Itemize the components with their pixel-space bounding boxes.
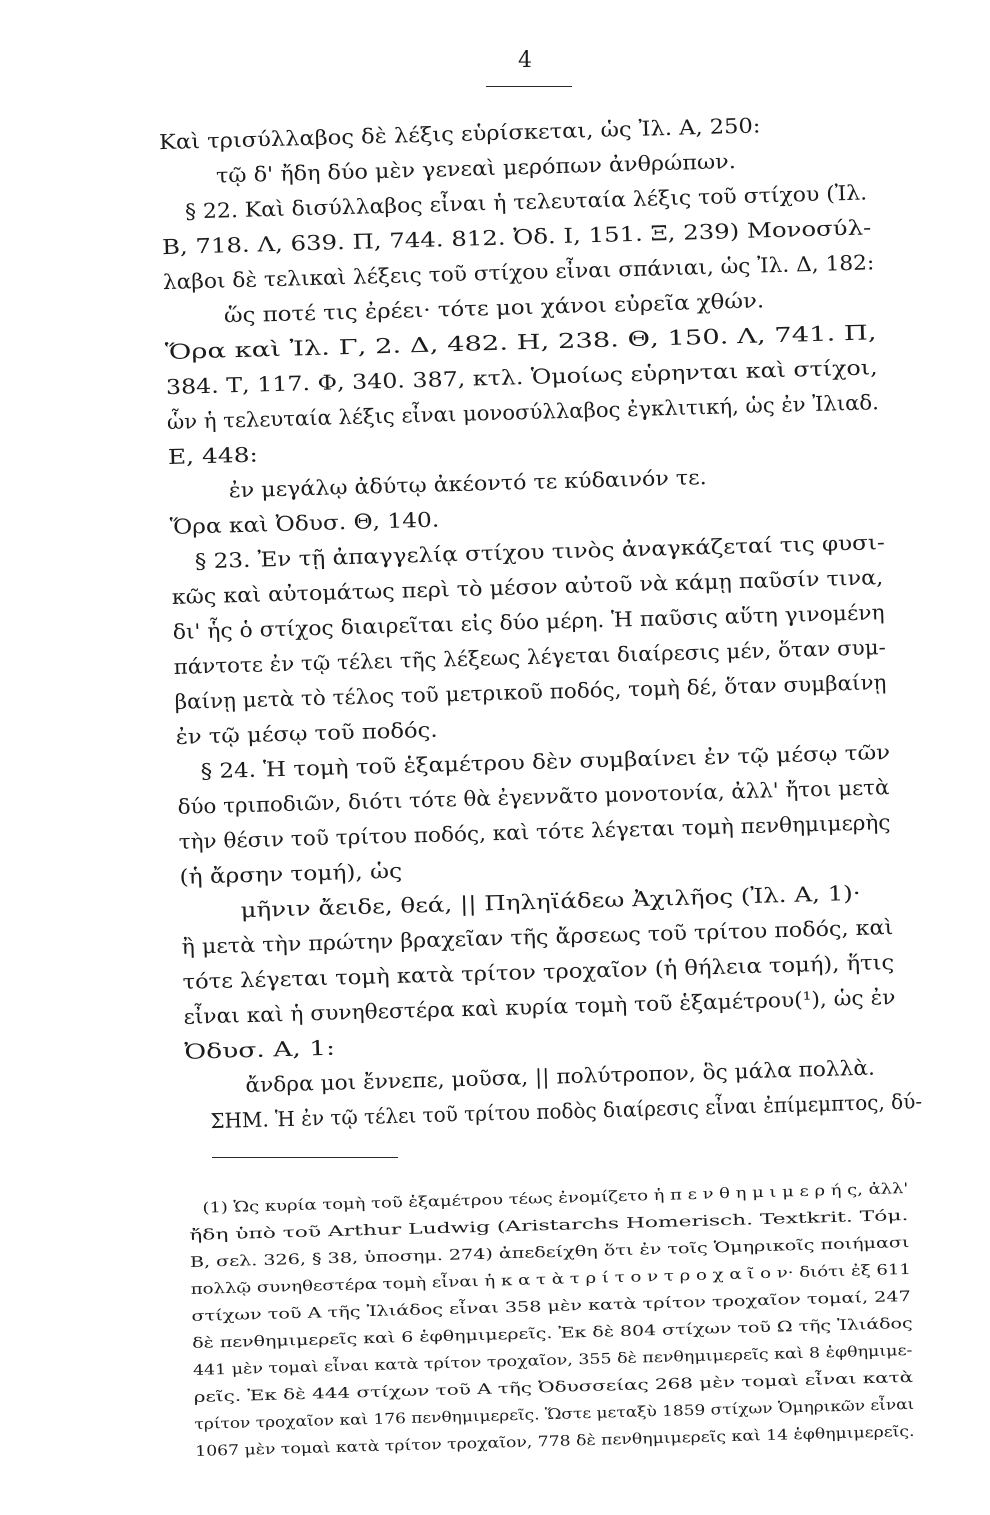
verse-line: τῷ δ' ἤδη δύο μὲν γενεαὶ μερόπων ἀνθρώπων. bbox=[215, 149, 737, 188]
body-line: πάντοτε ἐν τῷ τέλει τῆς λέξεως λέγεται διαίρεσις μέν, ὅταν συμ- bbox=[173, 635, 887, 679]
footnote-line: πολλῷ συνηθεστέρα τομὴ εἶναι ἡ κ α τ ὰ τ ρ ί τ ο ν τ ρ ο χ α ῖ ο ν· διότι ἐξ 611 bbox=[190, 1261, 912, 1299]
body-line: ἢ μετὰ τὴν πρώτην βραχεῖαν τῆς ἄρσεως τοῦ τρίτου ποδός, καὶ bbox=[181, 914, 894, 959]
note-line: ΣΗΜ. Ἡ ἐν τῷ τέλει τοῦ τρίτου ποδὸς διαίρεσις εἶναι ἐπίμεμπτος, δύ- bbox=[210, 1089, 923, 1134]
body-line: δι' ἧς ὁ στίχος διαιρεῖται εἰς δύο μέρη. Ἡ παῦσις αὕτη γινομένη bbox=[172, 600, 885, 644]
footnote-line: Β, σελ. 326, § 38, ὑποσημ. 274) ἀπεδείχθη ὅτι ἐν τοῖς Ὁμηρικοῖς ποιήμασι bbox=[189, 1234, 910, 1272]
body-line: δύο τριποδιῶν, διότι τότε θὰ ἐγεννᾶτο μονοτονία, ἀλλ' ἤτοι μετὰ bbox=[177, 775, 890, 819]
footnote-line: 441 μὲν τομαὶ εἶναι κατὰ τρίτον τροχαῖον, 355 δὲ πενθημιμερεῖς καὶ 8 ἑφθημιμε- bbox=[192, 1342, 913, 1379]
body-line: Ὅρα καὶ Ἰλ. Γ, 2. Δ, 482. Η, 238. Θ, 150. Λ, 741. Π, bbox=[164, 320, 877, 365]
footnote-line: ἤδη ὑπὸ τοῦ Arthur Ludwig (Aristarchs Homerisch. Textkrit. Τόμ. bbox=[189, 1207, 909, 1245]
footnote-line: ρεῖς. Ἐκ δὲ 444 στίχων τοῦ Α τῆς Ὀδυσσείας 268 μὲν τομαὶ εἶναι κατὰ bbox=[193, 1369, 914, 1406]
body-line: (ἡ ἄρσην τομή), ὡς bbox=[179, 858, 403, 889]
paragraph-22-start: § 22. Καὶ δισύλλαβος εἶναι ἡ τελευταία λέξις τοῦ στίχου (Ἰλ. bbox=[184, 180, 868, 224]
body-line: λαβοι δὲ τελικαὶ λέξεις τοῦ στίχου εἶναι σπάνιαι, ὡς Ἰλ. Δ, 182: bbox=[162, 250, 875, 295]
footnote-line: δὲ πενθημιμερεῖς καὶ 6 ἑφθημιμερεῖς. Ἐκ δὲ 804 στίχων τοῦ Ω τῆς Ἰλιάδος bbox=[192, 1315, 913, 1352]
body-line: ἐν τῷ μέσῳ τοῦ ποδός. bbox=[175, 717, 438, 749]
body-line: τότε λέγεται τομὴ κατὰ τρίτον τροχαῖον (ἡ θήλεια τομή), ἥτις bbox=[182, 949, 895, 994]
footnote-line: (1) Ὡς κυρία τομὴ τοῦ ἑξαμέτρου τέως ἐνομίζετο ἡ π ε ν θ η μ ι μ ε ρ ή ς, ἀλλ' bbox=[202, 1180, 909, 1217]
verse-line: ἐν μεγάλῳ ἀδύτῳ ἀκέοντό τε κύδαινόν τε. bbox=[228, 465, 707, 503]
body-line: Β, 718. Λ, 639. Π, 744. 812. Ὀδ. Ι, 151. Ξ, 239) Μονοσύλ- bbox=[161, 215, 872, 260]
body-line: εἶναι καὶ ἡ συνηθεστέρα καὶ κυρία τομὴ τοῦ ἑξαμέτρου(¹), ὡς ἐν bbox=[183, 984, 896, 1029]
body-line: Ὅρα καὶ Ὀδυσ. Θ, 140. bbox=[169, 507, 440, 540]
page-number: 4 bbox=[518, 48, 532, 73]
body-line: τὴν θέσιν τοῦ τρίτου ποδός, καὶ τότε λέγεται τομὴ πενθημιμερὴς bbox=[178, 810, 891, 854]
body-line: βαίνῃ μετὰ τὸ τέλος τοῦ μετρικοῦ ποδός, τομὴ δέ, ὅταν συμβαίνῃ bbox=[174, 670, 887, 714]
body-line: Ὀδυσ. Α, 1: bbox=[184, 1035, 336, 1064]
verse-line: ὥς ποτέ τις ἐρέει· τότε μοι χάνοι εὐρεῖα χθών. bbox=[223, 288, 765, 328]
verse-line: μῆνιν ἄειδε, θεά, || Πηληϊάδεω Ἀχιλῆος (Ἰλ. Α, 1)· bbox=[240, 880, 861, 923]
footnote-line: τρίτον τροχαῖον καὶ 176 πενθημιμερεῖς. Ὥστε μεταξὺ 1859 στίχων Ὁμηρικῶν εἶναι bbox=[194, 1396, 915, 1433]
paragraph-23-start: § 23. Ἐν τῇ ἀπαγγελίᾳ στίχου τινὸς ἀναγκάζεταί τις φυσι- bbox=[194, 530, 886, 574]
verse-line: ἄνδρα μοι ἔννεπε, μοῦσα, || πολύτροπον, ὃς μάλα πολλὰ. bbox=[245, 1055, 876, 1098]
body-line: 384. Τ, 117. Φ, 340. 387, κτλ. Ὁμοίως εὑρηνται καὶ στίχοι, bbox=[165, 355, 878, 400]
body-line: ὧν ἡ τελευταία λέξις εἶναι μονοσύλλαβος ἐγκλιτική, ὡς ἐν Ἰλιαδ. bbox=[166, 390, 880, 435]
body-line: κῶς καὶ αὐτομάτως περὶ τὸ μέσον αὐτοῦ νὰ κάμῃ παῦσίν τινα, bbox=[171, 565, 884, 609]
body-line: Καὶ τρισύλλαβος δὲ λέξις εὑρίσκεται, ὡς Ἰλ. Α, 250: bbox=[158, 113, 761, 155]
body-line: Ε, 448: bbox=[167, 442, 259, 470]
footnote-line: 1067 μὲν τομαὶ κατὰ τρίτον τροχαῖον, 778 δὲ πενθημιμερεῖς καὶ 14 ἑφθημιμερεῖς. bbox=[195, 1423, 915, 1460]
paragraph-24-start: § 24. Ἡ τομὴ τοῦ ἑξαμέτρου δὲν συμβαίνει ἐν τῷ μέσῳ τῶν bbox=[200, 740, 891, 784]
footnote-line: στίχων τοῦ Α τῆς Ἰλιάδος εἶναι 358 μὲν κατὰ τρίτον τροχαῖον τομαί, 247 bbox=[191, 1288, 912, 1326]
